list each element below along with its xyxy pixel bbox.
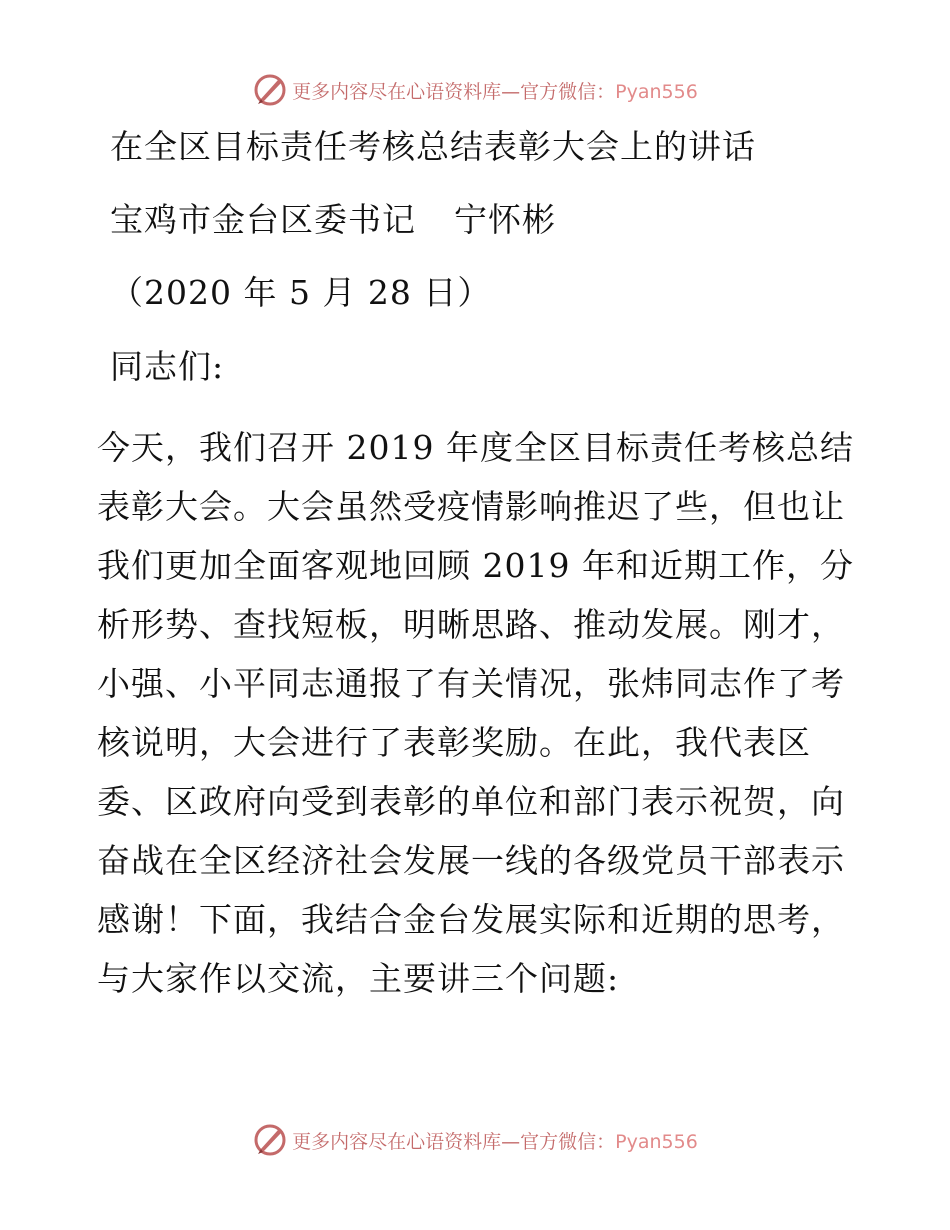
paragraph-line: 我们更加全面客观地回顾 2019 年和近期工作，分 [97, 546, 854, 585]
quill-logo-icon [252, 72, 288, 108]
document-title: 在全区目标责任考核总结表彰大会上的讲话 [110, 127, 756, 166]
paragraph-line: 感谢！下面，我结合金台发展实际和近期的思考， [97, 900, 845, 939]
header-watermark [0, 70, 950, 110]
paragraph-line: 今天，我们召开 2019 年度全区目标责任考核总结 [97, 428, 854, 467]
paragraph-line: 析形势、查找短板，明晰思路、推动发展。刚才， [97, 605, 845, 644]
paragraph-line: 与大家作以交流，主要讲三个问题: [97, 959, 620, 998]
paragraph-line: 委、区政府向受到表彰的单位和部门表示祝贺，向 [97, 782, 845, 821]
greeting: 同志们: [110, 347, 225, 386]
body-paragraph [97, 418, 857, 1008]
paragraph-line: 奋战在全区经济社会发展一线的各级党员干部表示 [97, 841, 845, 880]
watermark-text: 更多内容尽在心语资料库—官方微信：Pyan556 [292, 1130, 698, 1153]
paragraph-line: 核说明，大会进行了表彰奖励。在此，我代表区 [97, 723, 811, 762]
paragraph-line: 小强、小平同志通报了有关情况，张炜同志作了考 [97, 664, 845, 703]
watermark-text: 更多内容尽在心语资料库—官方微信：Pyan556 [292, 80, 698, 103]
paragraph-line: 表彰大会。大会虽然受疫情影响推迟了些，但也让 [97, 487, 845, 526]
author-position: 宝鸡市金台区委书记 [110, 200, 416, 239]
document-date: （2020 年 5 月 28 日） [110, 273, 492, 312]
quill-logo-icon [252, 1122, 288, 1158]
document-author [110, 200, 556, 239]
author-name: 宁怀彬 [454, 200, 556, 239]
footer-watermark [0, 1120, 950, 1160]
watermark-wechat-id: Pyan556 [615, 1130, 698, 1153]
watermark-wechat-id: Pyan556 [615, 80, 698, 103]
